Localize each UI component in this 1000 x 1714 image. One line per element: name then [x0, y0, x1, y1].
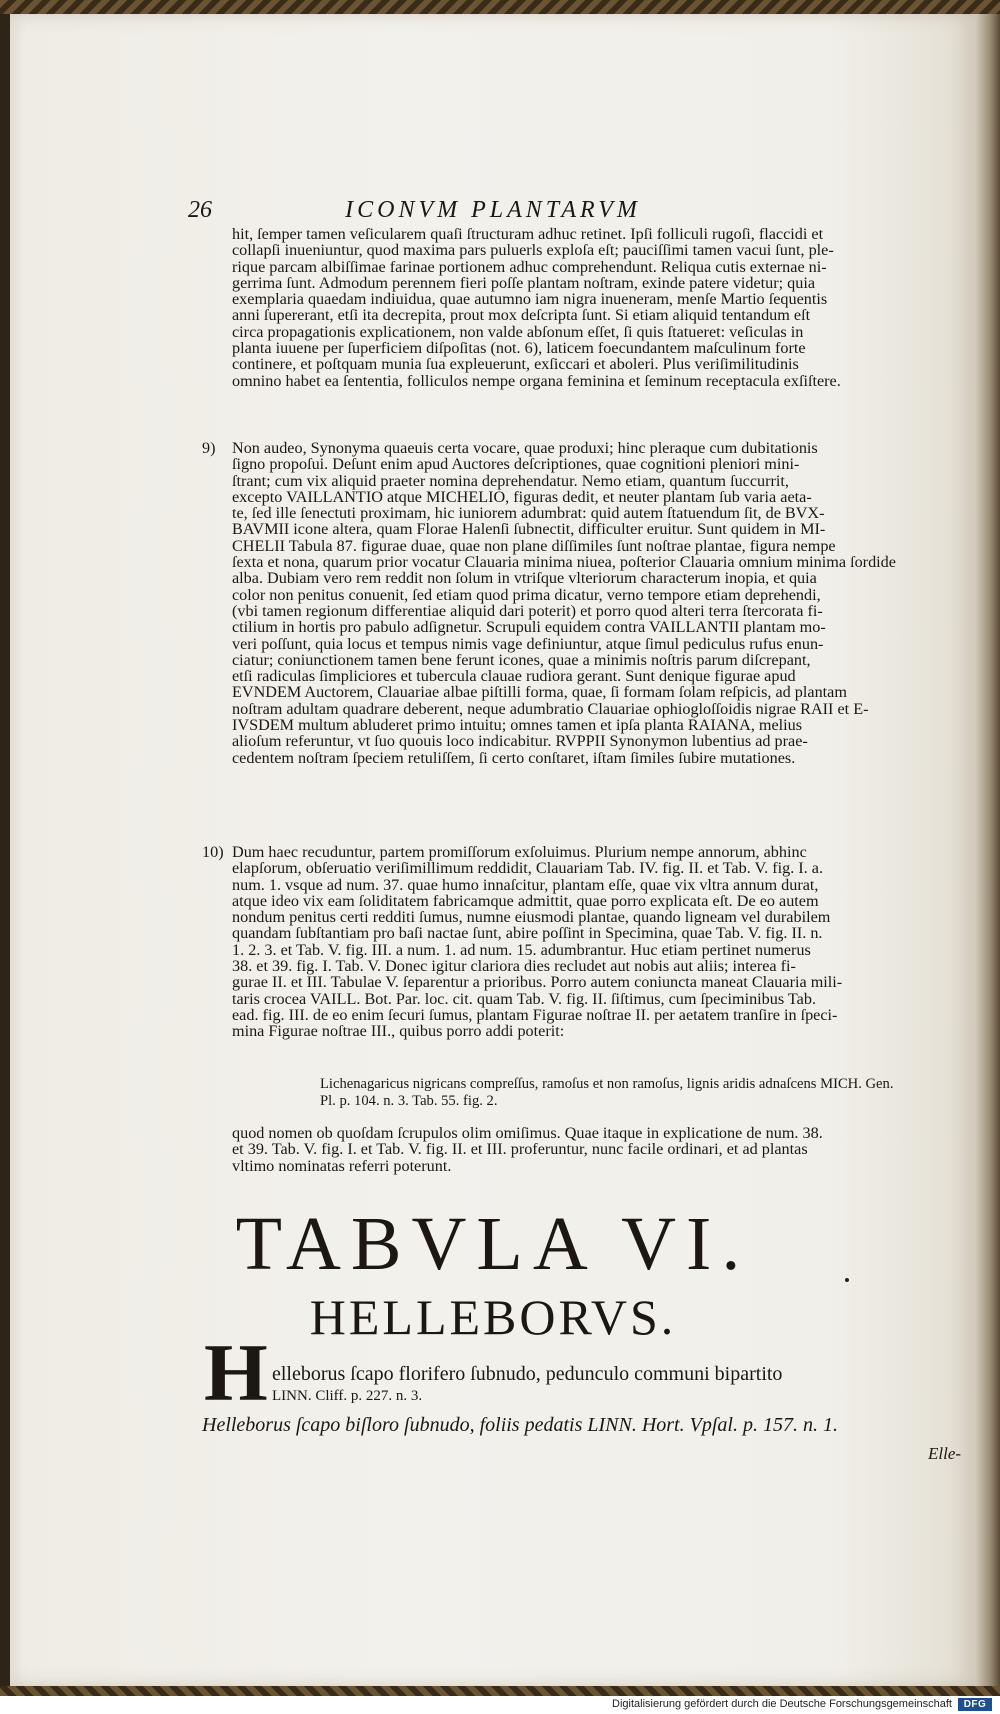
text-line: IVSDEM multum abluderet primo intuitu; omnes tamen et ipſa planta RAIANA, melius: [232, 716, 803, 735]
text-line: alba. Dubiam vero rem reddit non ſolum in vtriſque vlteriorum characterum inopia, et quia: [232, 569, 817, 588]
closing-paragraph: [232, 1125, 966, 1174]
running-title: ICONVM PLANTARVM: [345, 197, 641, 223]
text-line: te, ſed ille ſenectuti proximam, hic iuniorem adumbrat: quid autem ſtatuendum ſit, de BVX-: [232, 504, 825, 523]
page-gutter-edge: [976, 14, 1000, 1686]
text-line: taris crocea VAILL. Bot. Par. loc. cit. quam Tab. V. fig. II. ſiſtimus, cum ſpeciminibus Tab.: [232, 989, 816, 1008]
text-line: atque ideo vix eam ſoliditatem fabricamque admittit, quae porro explicata eſt. De eo autem: [232, 891, 819, 910]
citation-line: Pl. p. 104. n. 3. Tab. 55. fig. 2.: [320, 1093, 498, 1109]
text-line: ead. fig. III. de eo enim ſecuri ſumus, plantam Figurae noſtrae II. per aetatem tranſire in ſpeci-: [232, 1005, 838, 1024]
text-line: EVNDEM Auctorem, Clauariae albae piſtilli forma, quae, ſi formam ſolam reſpicis, ad plantam: [232, 683, 847, 702]
note-body: [232, 440, 966, 766]
species-diagnosis: elleborus ſcapo florifero ſubnudo, pedunculo communi bipartito: [272, 1363, 783, 1385]
book-top-edge: [0, 0, 1000, 14]
note-body: [232, 844, 966, 1040]
text-line: (vbi tamen regionum differentiae aliquid dari poterit) et porro quod alteri terra ſtercorata fi-: [232, 601, 823, 620]
text-line: vltimo nominatas referri poterunt.: [232, 1156, 452, 1175]
note-marker: 10): [202, 843, 224, 861]
text-line: rique parcam albiſſimae farinae portionem adhuc comprehendunt. Reliqua cutis externae ni-: [232, 257, 827, 276]
text-line: BAVMII icone altera, quam Florae Halenſi ſubnectit, difficulter eruitur. Sunt quidem in MI-: [232, 520, 826, 539]
page-number: 26: [188, 197, 212, 223]
text-line: num. 1. vsque ad num. 37. quae humo innaſcitur, plantam eſſe, quae vix vltra annum durat,: [232, 875, 819, 894]
species-reference: LINN. Cliff. p. 227. n. 3.: [272, 1388, 423, 1404]
text-line: elapſorum, obſeruatio veriſimillimum reddidit, Clauariam Tab. IV. fig. II. et Tab. V. fig. I. a.: [232, 859, 824, 878]
catchword: Elle-: [928, 1444, 962, 1463]
citation-block: [320, 1076, 966, 1110]
citation-line: Lichenagaricus nigricans compreſſus, ramoſus et non ramoſus, lignis aridis adnaſcens MICH. Gen.: [320, 1076, 894, 1092]
text-line: hit, ſemper tamen veſicularem quaſi ſtructuram adhuc retinet. Ipſi folliculi rugoſi, flaccidi et: [232, 225, 824, 243]
text-line: ciatur; coniunctionem tamen bene ferunt icones, quae a minimis noſtris parum diſcrepant,: [232, 650, 811, 669]
text-line: quandam ſubſtantiam pro baſi nactae ſunt, abire poſſint in Specimina, quae Tab. V. fig. II. n.: [232, 924, 823, 943]
text-line: noſtram adultam quadrare deberent, neque adumbratio Clauariae ophiogloſſoidis nigrae RAII et E-: [232, 699, 869, 718]
note-marker: 9): [202, 439, 216, 457]
text-line: collapſi inueniuntur, quod maxima pars puluerls exploſa eſt; pauciſſimi tamen vacui ſunt, ple-: [232, 241, 834, 260]
text-line: veri poſſunt, quia locus et tempus nimis vage definiuntur, atque ſimul pediculus rufus enun-: [232, 634, 824, 653]
text-line: anni ſupererant, etſi ita decrepita, prout mox deſcripta ſunt. Si etiam aliquid tentandum eſt: [232, 306, 811, 325]
book-bottom-edge: [0, 1686, 1000, 1696]
text-line: ſtrant; cum vix aliquid praeter nomina deprehendatur. Nemo etiam, quantum ſuccurrit,: [232, 471, 789, 490]
text-line: ctilium in hortis pro pabulo adſignetur. Scrupuli equidem contra VAILLANTII plantam mo-: [232, 618, 826, 637]
text-line: color non penitus conuenit, ſed etiam quod prima dicatur, verno tempore etiam deprehendi,: [232, 585, 821, 604]
text-line: etſi radiculas ſimpliciores et tubercula clauae rudiora gerant. Sunt denique figurae apud: [232, 667, 796, 686]
book-page: [10, 14, 976, 1686]
text-line: 1. 2. 3. et Tab. V. fig. III. a num. 1. ad num. 15. adumbrantur. Huc etiam pertinet numerus: [232, 940, 811, 959]
text-line: nondum penitus certi redditi ſumus, numne eiusmodi plantae, quando ligneam vel durabilem: [232, 908, 831, 927]
text-line: excepto VAILLANTIO atque MICHELIO, figuras dedit, et neuter plantam ſub varia aeta-: [232, 487, 812, 506]
text-line: et 39. Tab. V. fig. I. et Tab. V. fig. II. et III. proferuntur, nunc facile ordinari, et ad plantas: [232, 1140, 808, 1159]
text-line: alioſum referuntur, vt ſuo quouis loco indicabitur. RVPPII Synonymon lubentius ad prae-: [232, 732, 808, 751]
note-9: [202, 440, 966, 766]
text-line: omnino habet ea ſententia, folliculos nempe organa feminina et ſeminum receptacula exſiſtere.: [232, 371, 841, 390]
footer-credit: Digitalisierung gefördert durch die Deutsche Forschungsgemeinschaft: [612, 1698, 952, 1710]
text-line: cedentem noſtram ſpeciem retuliſſem, ſi certo conſtaret, iſtam ſimiles ſubire mutationes.: [232, 748, 796, 767]
text-line: mina Figurae noſtrae III., quibus porro addi poterit:: [232, 1022, 565, 1041]
digitization-footer: [0, 1696, 1000, 1714]
dfg-logo: DFG: [958, 1698, 992, 1711]
text-line: gerrima ſunt. Admodum perennem fieri poſſe plantam noſtram, exinde patere videtur; quia: [232, 273, 816, 292]
text-line: exemplaria quaedam indiuidua, quae autumno iam nigra inueneram, menſe Martio ſequentis: [232, 290, 828, 309]
text-line: continere, et poſtquam munia ſua expleuerunt, exſiccari et aboleri. Plus veriſimilitudinis: [232, 355, 799, 374]
text-line: quod nomen ob quoſdam ſcrupulos olim omiſimus. Quae itaque in explicatione de num. 38.: [232, 1124, 823, 1142]
synonym-entry: Helleborus ſcapo biſloro ſubnudo, foliis pedatis LINN. Hort. Vpſal. p. 157. n. 1.: [202, 1414, 838, 1436]
text-line: planta iuuene per ſuperficiem diſpoſitas (not. 6), laticem foecundantem maſculinum forte: [232, 339, 806, 358]
text-line: ſigno propoſui. Deſunt enim apud Auctores deſcriptiones, quae cognitioni pleniori mini-: [232, 455, 800, 474]
text-line: 38. et 39. fig. I. Tab. V. Donec igitur clariora dies recludet aut nobis aut aliis; interea fi-: [232, 957, 796, 976]
page-header: [10, 197, 976, 227]
text-line: Non audeo, Synonyma quaeuis certa vocare, quae produxi; hinc pleraque cum dubitationis: [232, 439, 818, 457]
stray-dot: [845, 1278, 849, 1282]
plate-heading: TABVLA VI.: [235, 1202, 751, 1286]
drop-cap: H: [204, 1327, 268, 1418]
text-line: CHELII Tabula 87. figurae duae, quae non plane diſſimiles ſunt noſtrae plantae, figura nempe: [232, 536, 836, 555]
text-line: gurae II. et III. Tabulae V. ſeparentur a prioribus. Porro autem coniuncta maneat Clauaria mili-: [232, 973, 843, 992]
continuation-paragraph: [232, 226, 966, 389]
genus-heading: HELLEBORVS.: [309, 1289, 677, 1345]
text-line: ſexta et nona, quarum prior vocatur Clauaria minima niuea, poſterior Clauaria omnium minima ſordide: [232, 553, 896, 572]
note-10: [202, 844, 966, 1040]
text-line: circa propagationis explicationem, non valde abſonum eſſet, ſi quis ſtatueret: veſiculas in: [232, 322, 804, 341]
text-line: Dum haec recuduntur, partem promiſſorum exſoluimus. Plurium nempe annorum, abhinc: [232, 843, 807, 861]
